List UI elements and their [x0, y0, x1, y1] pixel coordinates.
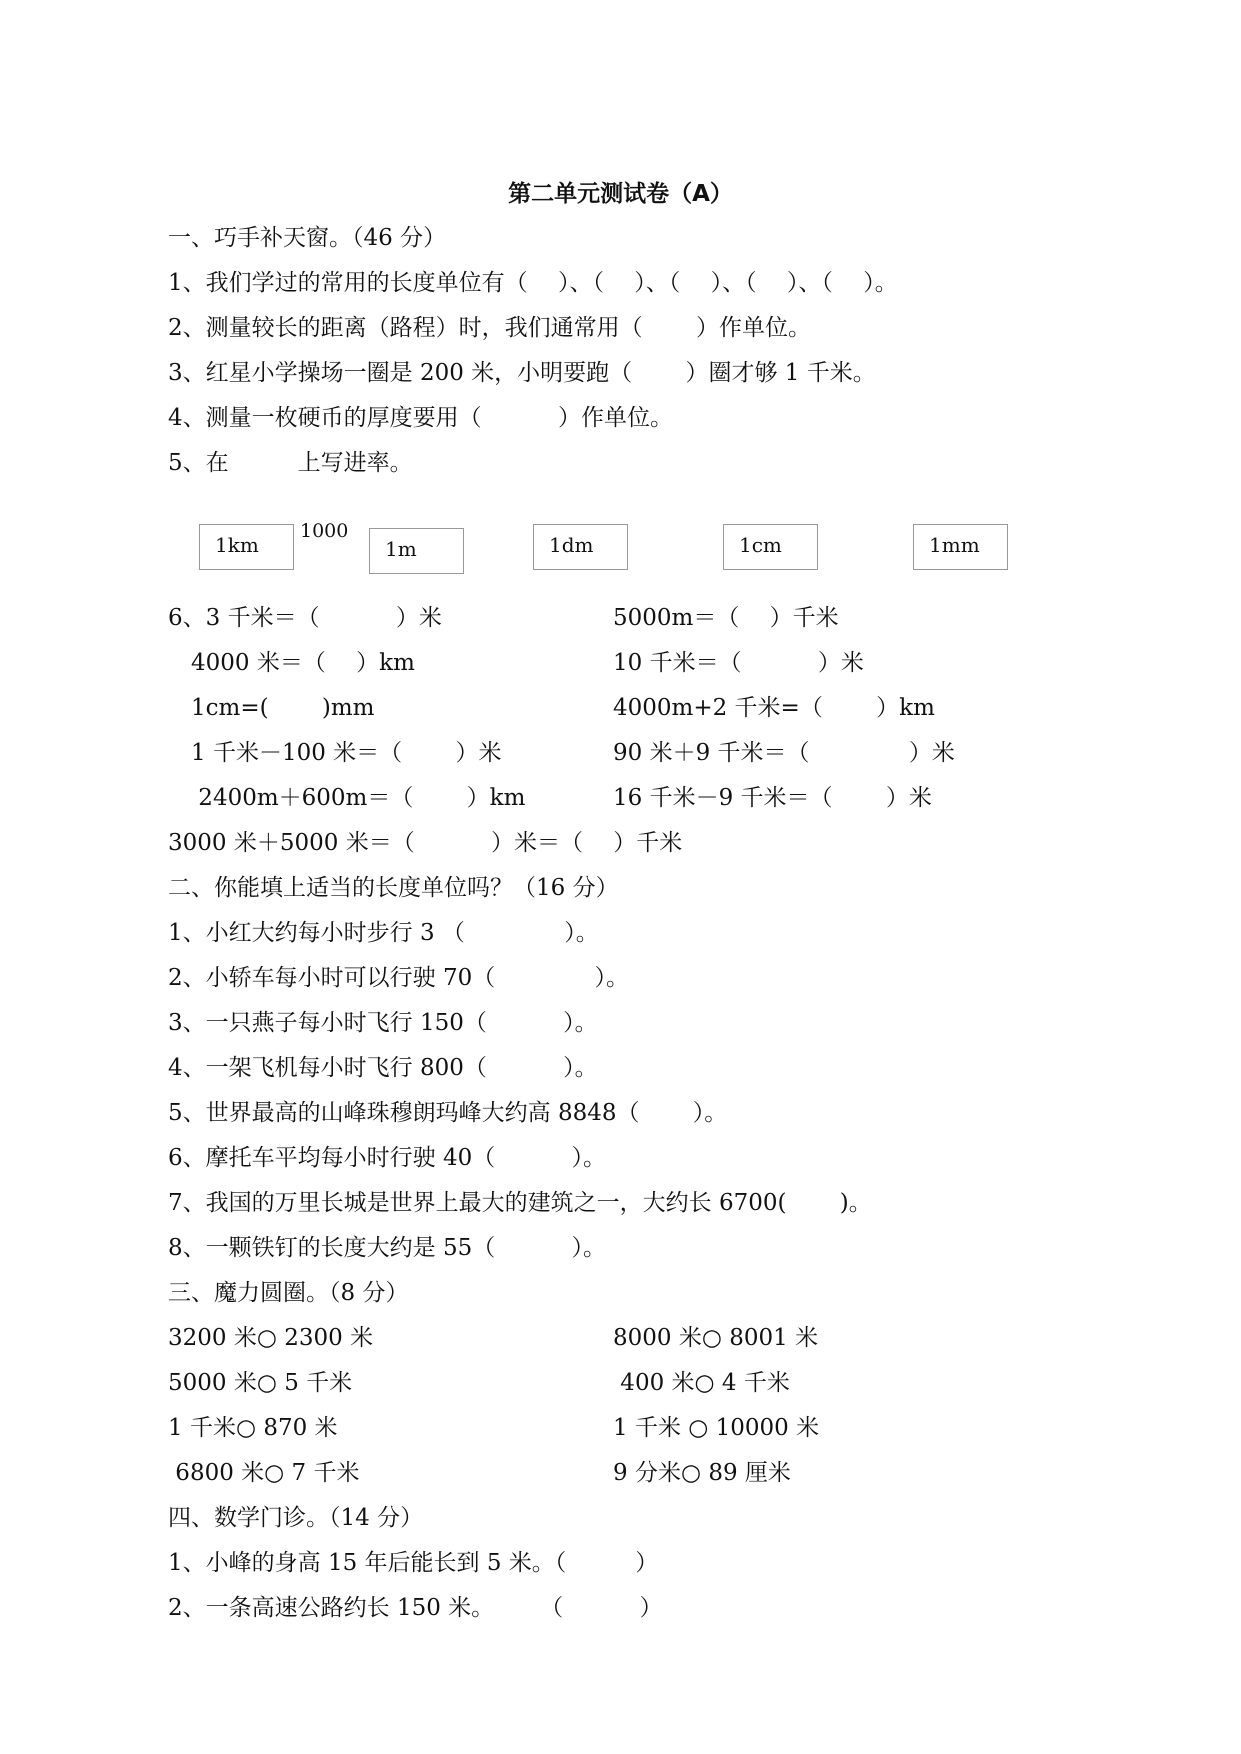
question-2: 2、测量较长的距离（路程）时，我们通常用（ ）作单位。 — [168, 315, 811, 341]
judge-question: 2、一条高速公路约长 150 米。 （ ） — [168, 1595, 663, 1621]
conversion-right: 16 千米－9 千米＝（ ）米 — [613, 785, 932, 811]
unit-question: 6、摩托车平均每小时行驶 40（ ）。 — [168, 1145, 607, 1171]
unit-box-mm: 1mm — [913, 524, 1008, 570]
conversion-left: 6、3 千米＝（ ）米 — [168, 605, 442, 631]
conversion-right: 10 千米＝（ ）米 — [613, 650, 864, 676]
compare-right: 1 千米 ○ 10000 米 — [613, 1415, 820, 1441]
conversion-row — [168, 737, 1178, 770]
section-heading: 二、你能填上适当的长度单位吗？（16 分） — [168, 875, 619, 901]
conversion-row — [168, 602, 1178, 635]
compare-right: 8000 米○ 8001 米 — [613, 1325, 819, 1351]
page-title: 第二单元测试卷（A） — [508, 181, 733, 207]
compare-left: 3200 米○ 2300 米 — [168, 1325, 374, 1351]
question-1: 1、我们学过的常用的长度单位有（ ）、（ ）、（ ）、（ ）、（ ）。 — [168, 270, 898, 296]
judge-question: 1、小峰的身高 15 年后能长到 5 米。（ ） — [168, 1550, 659, 1576]
unit-question: 1、小红大约每小时步行 3 （ ）。 — [168, 920, 599, 946]
unit-box-cm: 1cm — [723, 524, 818, 570]
unit-box-km: 1km — [199, 524, 294, 570]
conversion-row — [168, 692, 1178, 725]
rate-label: 1000 — [300, 520, 349, 542]
unit-question: 2、小轿车每小时可以行驶 70（ ）。 — [168, 965, 630, 991]
unit-question: 3、一只燕子每小时飞行 150（ ）。 — [168, 1010, 598, 1036]
compare-right: 400 米○ 4 千米 — [613, 1370, 790, 1396]
question-5: 5、在 上写进率。 — [168, 450, 413, 476]
unit-question: 8、一颗铁钉的长度大约是 55（ ）。 — [168, 1235, 607, 1261]
conversion-left: 1cm=( )mm — [168, 695, 375, 721]
question-3: 3、红星小学操场一圈是 200 米，小明要跑（ ）圈才够 1 千米。 — [168, 360, 876, 386]
conversion-row — [168, 647, 1178, 680]
question-4: 4、测量一枚硬币的厚度要用（ ）作单位。 — [168, 405, 673, 431]
compare-row — [168, 1322, 1178, 1355]
conversion-chain: 3000 米＋5000 米＝（ ）米＝（ ）千米 — [168, 830, 683, 856]
section-heading: 三、魔力圆圈。（8 分） — [168, 1280, 409, 1306]
unit-box-m: 1m — [369, 528, 464, 574]
compare-left: 5000 米○ 5 千米 — [168, 1370, 353, 1396]
conversion-left: 4000 米＝（ ）km — [168, 650, 415, 676]
unit-question: 7、我国的万里长城是世界上最大的建筑之一，大约长 6700( )。 — [168, 1190, 872, 1216]
section-heading: 一、巧手补天窗。（46 分） — [168, 225, 447, 251]
compare-left: 6800 米○ 7 千米 — [168, 1460, 360, 1486]
unit-question: 5、世界最高的山峰珠穆朗玛峰大约高 8848（ ）。 — [168, 1100, 728, 1126]
compare-row — [168, 1412, 1178, 1445]
conversion-left: 1 千米－100 米＝（ ）米 — [168, 740, 502, 766]
conversion-left: 2400m＋600m＝（ ）km — [168, 785, 526, 811]
compare-left: 1 千米○ 870 米 — [168, 1415, 338, 1441]
section-heading: 四、数学门诊。（14 分） — [168, 1505, 424, 1531]
exam-body — [168, 222, 1178, 1625]
compare-row — [168, 1457, 1178, 1490]
conversion-right: 5000m＝（ ）千米 — [613, 605, 839, 631]
compare-right: 9 分米○ 89 厘米 — [613, 1460, 791, 1486]
unit-box-dm: 1dm — [533, 524, 628, 570]
conversion-right: 4000m+2 千米=（ ）km — [613, 695, 935, 721]
conversion-right: 90 米＋9 千米＝（ ）米 — [613, 740, 955, 766]
conversion-row — [168, 782, 1178, 815]
unit-boxes — [168, 492, 1178, 590]
unit-question: 4、一架飞机每小时飞行 800（ ）。 — [168, 1055, 598, 1081]
compare-row — [168, 1367, 1178, 1400]
